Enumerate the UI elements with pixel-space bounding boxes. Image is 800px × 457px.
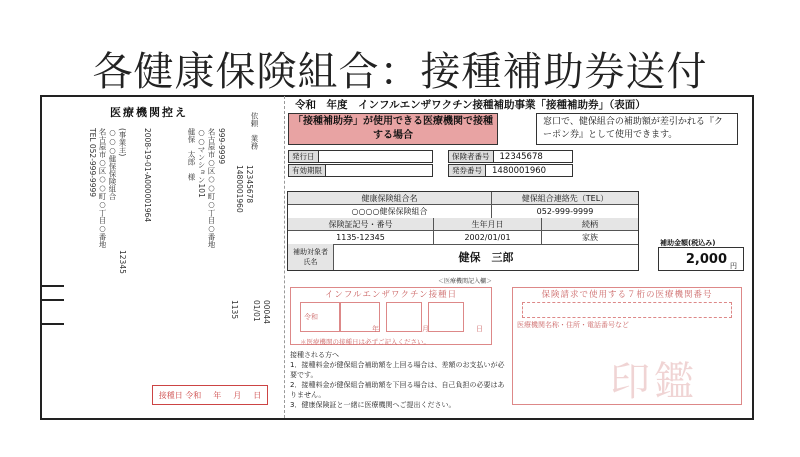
issue-date-label: 発行日 — [289, 151, 319, 162]
stub-vertical-text: 01/01 — [252, 300, 261, 322]
validity-field — [288, 164, 433, 177]
stub-vertical-text: TEL 052-999-9999 — [88, 128, 97, 198]
ticket-number: 1480001960 — [492, 165, 547, 176]
subscriber-table — [287, 191, 639, 271]
birthdate: 2002/01/01 — [434, 230, 542, 244]
stub-vertical-text: 名古屋市○区○○町○丁目○番地 — [207, 128, 216, 248]
page-title: 各健康保険組合：接種補助券送付 — [92, 49, 708, 95]
date-year-label: 年 — [372, 325, 379, 333]
stub-vertical-text: 名古屋市○区○○町○丁目○番地 — [98, 128, 107, 248]
stub-vertical-text: 12345678 — [245, 165, 254, 204]
stub-title: 医療機関控え — [110, 106, 188, 119]
clinic-info-label: 医療機関名称・住所・電話番号など — [517, 321, 629, 329]
org-name: ○○○○健保保険組合 — [288, 204, 492, 218]
perforation-line — [284, 96, 285, 418]
stub-vertical-text: 00044 — [262, 300, 271, 324]
stub-vertical-text: (事業主) — [118, 128, 127, 157]
stub-vertical-text: 999-9999 — [217, 128, 226, 165]
stub-vaccination-date — [152, 385, 268, 405]
ticket-number-field — [448, 164, 573, 177]
usage-notice: 「接種補助券」が使用できる医療機関で接種する場合 — [288, 113, 498, 145]
stub-vertical-text: 健保 太郎 様 — [187, 128, 196, 181]
card-number: 1135-12345 — [288, 230, 434, 244]
notes-for-recipient — [290, 350, 505, 410]
clinic-number-title: 保険請求で使用する７桁の医療機関番号 — [541, 290, 713, 300]
date-cell — [386, 302, 422, 332]
subject-name: 健保 三郎 — [458, 251, 514, 264]
issue-date-field — [288, 150, 433, 163]
insurer-number: 12345678 — [499, 151, 543, 162]
subject-label: 補助対象者氏名 — [288, 244, 334, 270]
subsidy-amount: 2,000 — [658, 247, 744, 271]
stub-vertical-text: ○○マンション101 — [197, 128, 206, 198]
date-cell — [428, 302, 464, 332]
stub-date-label: 接種日 令和 — [158, 390, 202, 400]
date-month-label: 月 — [422, 325, 429, 333]
ticket-header: 令和 年度 インフルエンザワクチン接種補助事業「接種補助券」（表面） — [295, 99, 646, 111]
edge-mark — [40, 285, 64, 287]
stub-vertical-text: 1480001960 — [235, 165, 244, 213]
org-name-header: 健康保険組合名 — [288, 192, 492, 204]
edge-mark — [40, 323, 64, 325]
insurer-number-field — [448, 150, 573, 163]
clinic-section-label: ＜医療機関記入欄＞ — [437, 278, 492, 285]
note-line: 3．健康保険証と一緒に医療機関へご提出ください。 — [290, 401, 456, 409]
relation: 家族 — [582, 232, 598, 242]
edge-mark — [40, 299, 64, 301]
note-line: 1．接種料金が健保組合補助額を上回る場合は、差額のお支払いが必要です。 — [290, 361, 505, 379]
stub-date-day: 日 — [253, 390, 262, 400]
stub-vertical-text: 12345 — [118, 250, 127, 274]
stub-vertical-text: ○○○健保保険組合 — [108, 128, 117, 200]
date-note: ＊医療機関の接種日は必ずご記入ください。 — [300, 338, 430, 346]
note-line: 2．接種料金が健保組合補助額を下回る場合は、自己負担の必要はありません。 — [290, 381, 505, 399]
org-tel: 052-999-9999 — [536, 206, 594, 216]
stub-date-month: 月 — [233, 390, 242, 400]
validity-label: 有効期限 — [289, 165, 326, 176]
stub-vertical-text: 1135 — [230, 300, 239, 320]
stub-vertical-text: 2008‐19‐01‐A000001964 — [143, 128, 152, 223]
ticket-number-label: 発券番号 — [449, 165, 486, 176]
card-number-header: 保険証記号・番号 — [288, 218, 434, 230]
stub-vertical-text: 依頼 業務 — [250, 112, 259, 150]
coupon-info: 窓口で、健保組合の補助額が差引かれる『クーポン券』として使用できます。 — [536, 113, 738, 145]
birthdate-header: 生年月日 — [434, 218, 542, 230]
date-reiwa-label: 令和 — [304, 313, 318, 321]
vaccination-date-title: インフルエンザワクチン接種日 — [324, 290, 458, 300]
relation-header: 続柄 — [582, 219, 598, 229]
note-line: 接種される方へ — [290, 351, 339, 359]
stamp-watermark: 印鑑 — [610, 359, 698, 405]
amount-label: 補助金額(税込み) — [660, 239, 716, 247]
stub-date-year: 年 — [213, 390, 222, 400]
date-day-label: 日 — [476, 325, 483, 333]
insurer-number-label: 保険者番号 — [449, 151, 494, 162]
org-tel-header: 健保組合連絡先（TEL） — [521, 193, 609, 203]
clinic-number-cells — [522, 302, 732, 318]
yen-unit: 円 — [730, 262, 737, 270]
